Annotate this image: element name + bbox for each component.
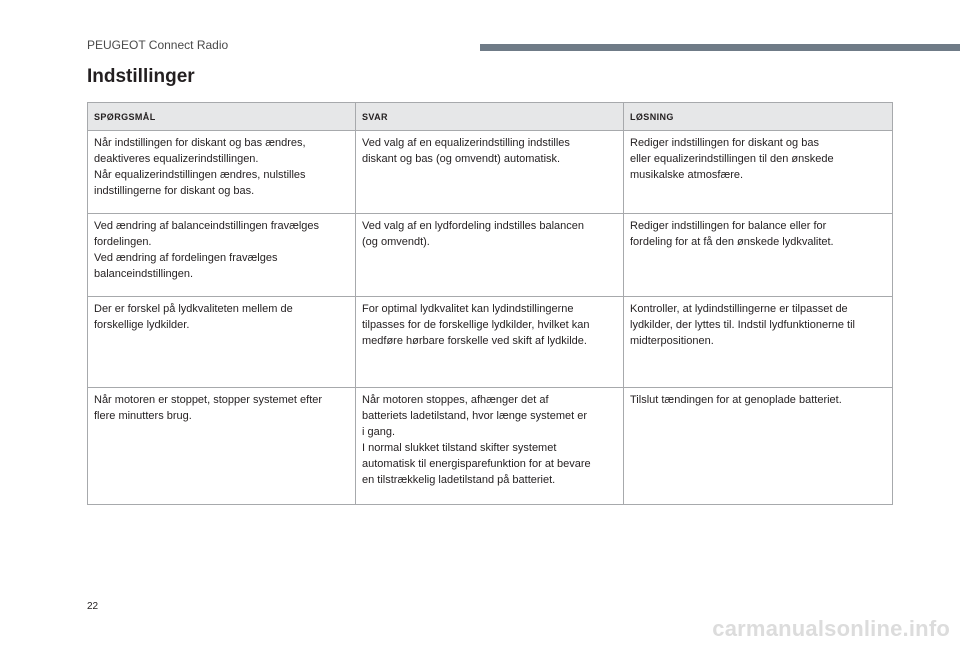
- solution-cell: Rediger indstillingen for balance eller for fordeling for at få den ønskede lydkvalitet.: [624, 214, 893, 297]
- table-row: [88, 297, 893, 388]
- page-number: 22: [87, 601, 99, 612]
- answer-cell: Ved valg af en equalizerindstilling indstilles diskant og bas (og omvendt) automatisk.: [356, 131, 624, 214]
- watermark: carmanualsonline.info: [712, 616, 950, 641]
- question-cell: Ved ændring af balanceindstillingen fravælges fordelingen. Ved ændring af fordelingen fravælges balanceindstillingen.: [88, 214, 356, 297]
- page-title: Indstillinger: [87, 66, 195, 87]
- answer-cell: For optimal lydkvalitet kan lydindstillingerne tilpasses for de forskellige lydkilder, hvilket kan medføre hørbare forskelle ved skift af lydkilde.: [356, 297, 624, 388]
- header-bar: [480, 44, 960, 51]
- solution-cell: Tilslut tændingen for at genoplade batteriet.: [624, 388, 893, 505]
- table-row: [88, 131, 893, 214]
- solution-cell: Rediger indstillingen for diskant og bas eller equalizerindstillingen til den ønskede musikalske atmosfære.: [624, 131, 893, 214]
- column-header-solution: LØSNING: [624, 103, 893, 131]
- answer-cell: Ved valg af en lydfordeling indstilles balancen (og omvendt).: [356, 214, 624, 297]
- column-header-question: SPØRGSMÅL: [88, 103, 356, 131]
- solution-cell: Kontroller, at lydindstillingerne er tilpasset de lydkilder, der lyttes til. Indstil lydfunktionerne til midterpositionen.: [624, 297, 893, 388]
- table-row: [88, 388, 893, 505]
- header-title: PEUGEOT Connect Radio: [87, 38, 229, 52]
- table-row: [88, 214, 893, 297]
- faq-table: [87, 102, 893, 505]
- column-header-answer: SVAR: [356, 103, 624, 131]
- table-header-row: [88, 103, 893, 131]
- question-cell: Når motoren er stoppet, stopper systemet efter flere minutters brug.: [88, 388, 356, 505]
- answer-cell: Når motoren stoppes, afhænger det af batteriets ladetilstand, hvor længe systemet er i gang. I normal slukket tilstand skifter systemet automatisk til energisparefunktion for at bevare en tilstrækkelig ladetilstand på batteriet.: [356, 388, 624, 505]
- question-cell: Når indstillingen for diskant og bas ændres, deaktiveres equalizerindstillingen. Når equalizerindstillingen ændres, nulstilles indstillingerne for diskant og bas.: [88, 131, 356, 214]
- question-cell: Der er forskel på lydkvaliteten mellem de forskellige lydkilder.: [88, 297, 356, 388]
